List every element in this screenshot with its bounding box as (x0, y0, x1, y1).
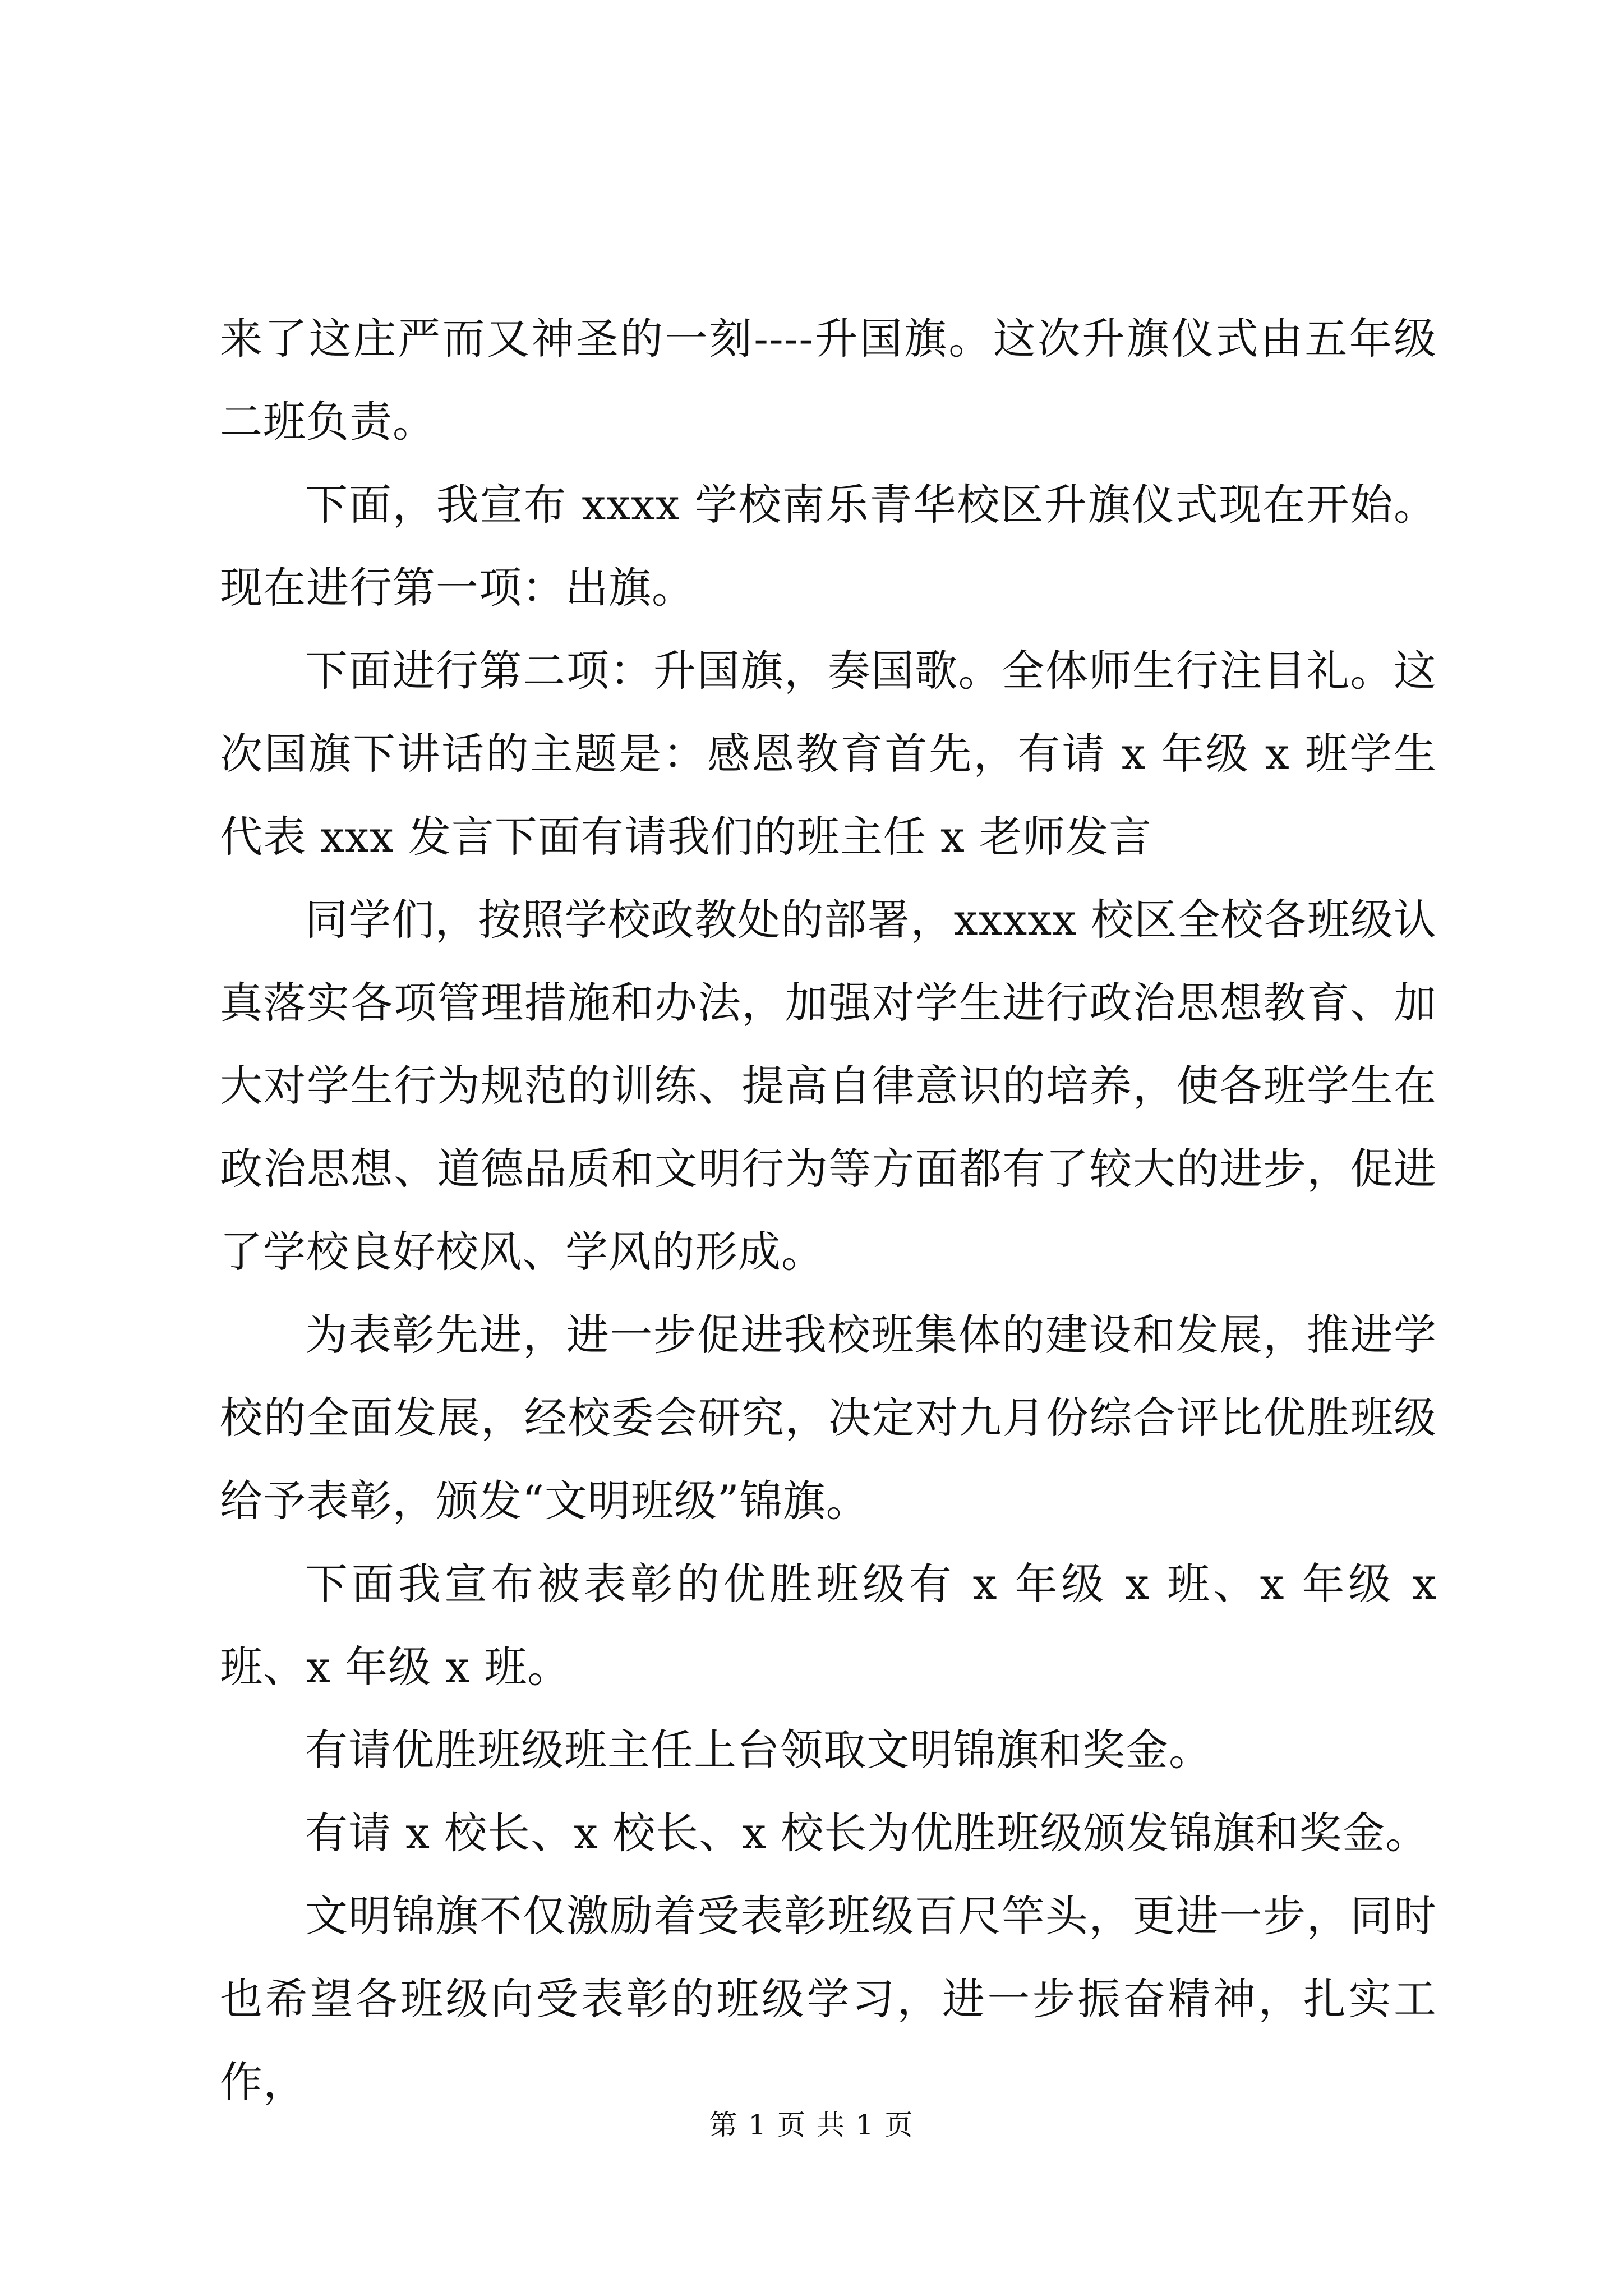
paragraph-commendation: 为表彰先进，进一步促进我校班集体的建设和发展，推进学校的全面发展，经校委会研究，决定对九月份综合评比优胜班级给予表彰，颁发“文明班级”锦旗。 (220, 1310, 1437, 1526)
paragraph-banner-encouragement: 文明锦旗不仅激励着受表彰班级百尺竿头，更进一步，同时也希望各班级向受表彰的班级学习，进一步振奋精神，扎实工作， (220, 1891, 1437, 2107)
paragraph-students-address: 同学们，按照学校政教处的部署，xxxxx 校区全校各班级认真落实各项管理措施和办法，加强对学生进行政治思想教育、加大对学生行为规范的训练、提高自律意识的培养，使各班学生在政治思想、道德品质和文明行为等方面都有了较大的进步，促进了学校良好校风、学风的形成。 (220, 895, 1437, 1277)
paragraph-winning-classes: 下面我宣布被表彰的优胜班级有 x 年级 x 班、x 年级 x 班、x 年级 x 班。 (220, 1559, 1437, 1692)
page-footer: 第 1 页 共 1 页 (709, 2109, 914, 2141)
paragraph-invite-principals: 有请 x 校长、x 校长、x 校长为优胜班级颁发锦旗和奖金。 (305, 1808, 1429, 1858)
paragraph-invite-teachers: 有请优胜班级班主任上台领取文明锦旗和奖金。 (305, 1725, 1212, 1775)
paragraph-ceremony-start: 下面，我宣布 xxxx 学校南乐青华校区升旗仪式现在开始。现在进行第一项：出旗。 (220, 480, 1437, 613)
paragraph-flag-raising: 下面进行第二项：升国旗，奏国歌。全体师生行注目礼。这次国旗下讲话的主题是：感恩教育首先，有请 x 年级 x 班学生代表 xxx 发言下面有请我们的班主任 x 老师发言 (220, 646, 1437, 862)
paragraph-continuation: 来了这庄严而又神圣的一刻----升国旗。这次升旗仪式由五年级二班负责。 (220, 314, 1437, 447)
document-body (220, 297, 1437, 2124)
